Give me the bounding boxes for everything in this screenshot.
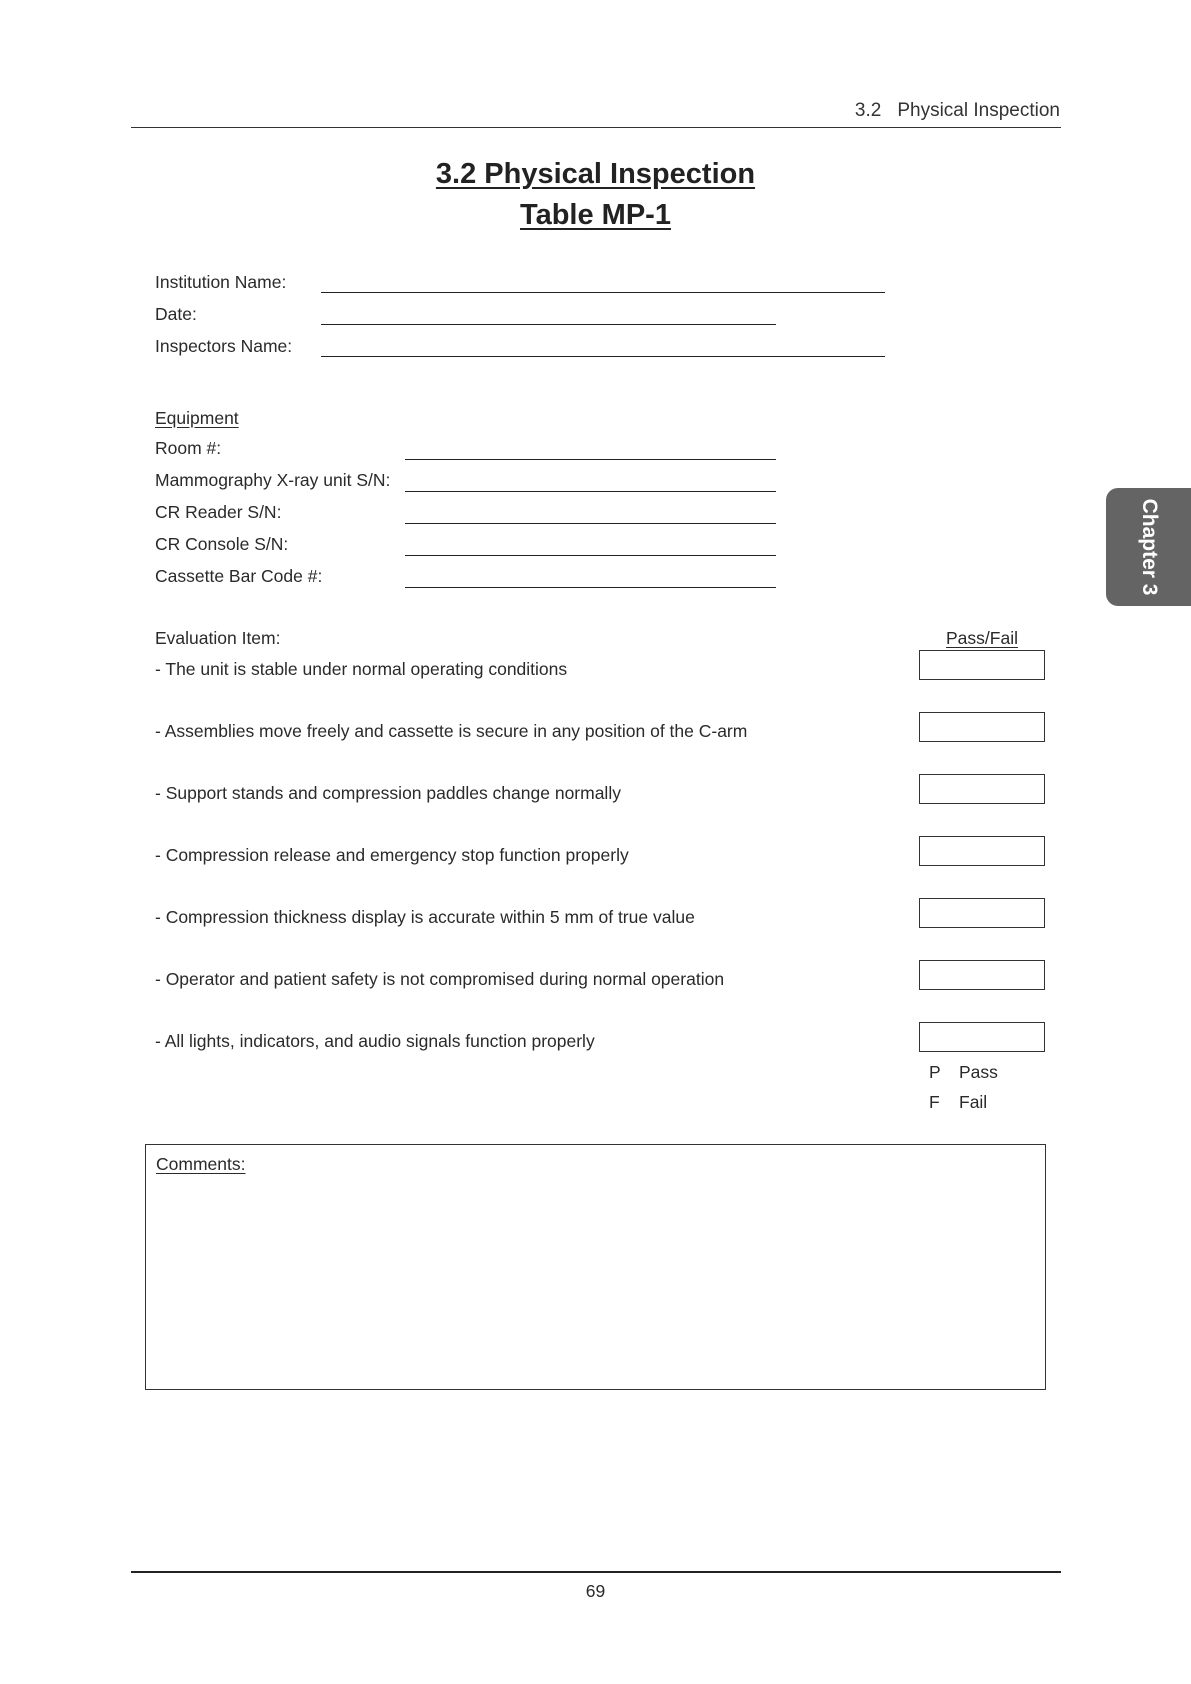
cr-reader-sn-label: CR Reader S/N:	[155, 502, 282, 522]
chapter-tab-label: Chapter 3	[1137, 498, 1161, 596]
header-section-title: Physical Inspection	[897, 100, 1060, 121]
legend-fail	[929, 1092, 987, 1113]
pass-fail-box[interactable]	[919, 898, 1045, 928]
equipment-heading: Equipment	[155, 408, 239, 428]
evaluation-item: - Operator and patient safety is not compromised during normal operation	[155, 969, 725, 989]
institution-name-label: Institution Name:	[155, 272, 287, 292]
evaluation-item: - Support stands and compression paddles change normally	[155, 783, 621, 803]
legend-pass	[929, 1062, 998, 1083]
header-section-number: 3.2	[854, 100, 882, 121]
inspectors-name-field[interactable]	[321, 356, 885, 357]
legend-pass-code: P	[929, 1062, 941, 1082]
page-title	[0, 158, 1191, 191]
evaluation-item: - All lights, indicators, and audio signals function properly	[155, 1031, 595, 1051]
header-rule	[131, 127, 1061, 128]
evaluation-item: - Compression release and emergency stop function properly	[155, 845, 629, 865]
pass-fail-header: Pass/Fail	[946, 628, 1018, 648]
comments-box[interactable]	[145, 1144, 1046, 1390]
cr-reader-sn-field[interactable]	[405, 523, 776, 524]
cr-console-sn-field[interactable]	[405, 555, 776, 556]
comments-label: Comments:	[156, 1154, 246, 1174]
legend-fail-meaning: Fail	[959, 1092, 988, 1112]
page-title-text: 3.2 Physical Inspection	[435, 158, 756, 190]
date-label: Date:	[155, 304, 197, 324]
evaluation-item: - The unit is stable under normal operating conditions	[155, 659, 568, 679]
legend-pass-meaning: Pass	[959, 1062, 998, 1082]
evaluation-heading: Evaluation Item:	[155, 628, 281, 648]
xray-unit-sn-field[interactable]	[405, 491, 776, 492]
page-number: 69	[585, 1581, 606, 1601]
running-header	[855, 100, 1060, 122]
pass-fail-box[interactable]	[919, 650, 1045, 680]
inspectors-name-label: Inspectors Name:	[155, 336, 293, 356]
cassette-bar-code-field[interactable]	[405, 587, 776, 588]
room-number-field[interactable]	[405, 459, 776, 460]
pass-fail-box[interactable]	[919, 712, 1045, 742]
cassette-bar-code-label: Cassette Bar Code #:	[155, 566, 323, 586]
xray-unit-sn-label: Mammography X-ray unit S/N:	[155, 470, 391, 490]
evaluation-item: - Assemblies move freely and cassette is secure in any position of the C-arm	[155, 721, 748, 741]
institution-name-field[interactable]	[321, 292, 885, 293]
cr-console-sn-label: CR Console S/N:	[155, 534, 289, 554]
date-field[interactable]	[321, 324, 776, 325]
pass-fail-box[interactable]	[919, 774, 1045, 804]
pass-fail-box[interactable]	[919, 836, 1045, 866]
room-number-label: Room #:	[155, 438, 222, 458]
pass-fail-box[interactable]	[919, 1022, 1045, 1052]
legend-fail-code: F	[929, 1092, 940, 1112]
table-title	[0, 199, 1191, 232]
pass-fail-box[interactable]	[919, 960, 1045, 990]
footer-rule	[131, 1571, 1061, 1573]
evaluation-item: - Compression thickness display is accurate within 5 mm of true value	[155, 907, 695, 927]
chapter-tab	[1106, 488, 1191, 606]
table-title-text: Table MP-1	[520, 199, 671, 231]
